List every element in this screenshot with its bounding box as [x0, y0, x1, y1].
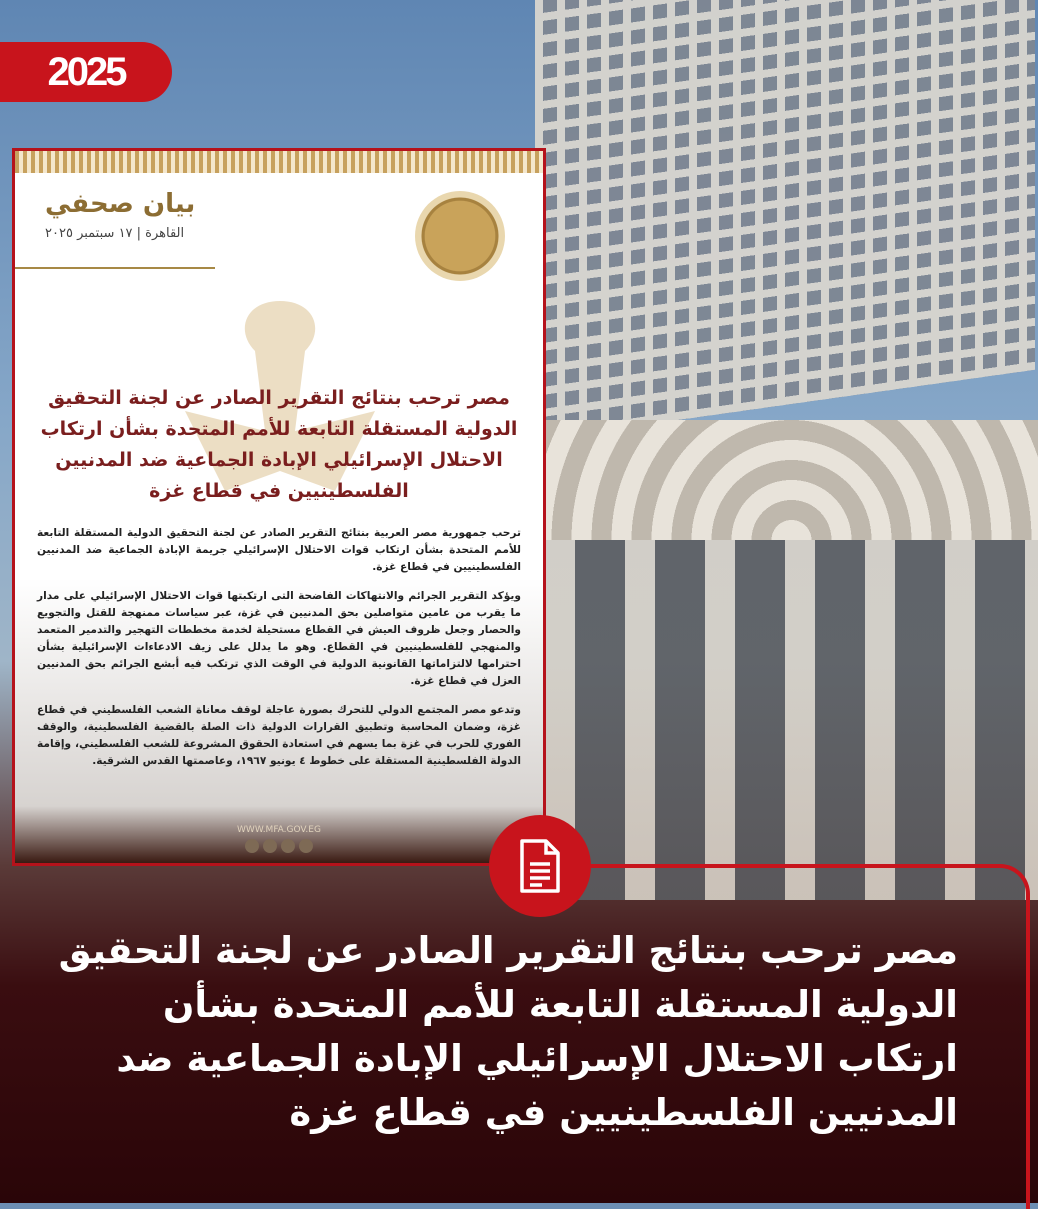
document-footer — [15, 819, 543, 863]
document-body — [37, 525, 521, 782]
document-icon — [489, 815, 591, 917]
website: WWW.MFA.GOV.EG — [237, 825, 321, 835]
year-badge: 2025 — [0, 42, 172, 102]
document-date: القاهرة | ١٧ سبتمبر ٢٠٢٥ — [45, 226, 185, 241]
ornament-border — [15, 151, 543, 173]
headline: مصر ترحب بنتائج التقرير الصادر عن لجنة التحقيق الدولية المستقلة التابعة للأمم المتحدة بشأن ارتكاب الاحتلال الإسرائيلي الإبادة الجماعية ضد المدنيين الفلسطينيين في قطاع غزة — [58, 929, 958, 1134]
ministry-building-photo — [525, 0, 1038, 900]
youtube-icon — [281, 839, 295, 853]
instagram-icon — [299, 839, 313, 853]
x-icon — [263, 839, 277, 853]
divider — [15, 267, 215, 269]
ministry-seal-logo — [415, 191, 505, 281]
document-title: بيان صحفي — [45, 189, 196, 219]
paragraph: ويؤكد التقرير الجرائم والانتهاكات الفاضحة التى ارتكبتها قوات الاحتلال الإسرائيلي على مدار ما يقرب من عامين متواصلين بحق المدنيين في غزة، عبر سياسات ممنهجة للقتل والتجويع والحصار وجعل ظروف العيش في القطاع مستحيلة لخدمة مخططات التهجير والتدمير المتعمد والمنهجي للفلسطينيين في القطاع. وهو ما يدلل على زيف الادعاءات الإسرائيلية بشأن احترامها لالتزاماتها القانونية الدولية في الوقت الذي ترتكب فيه أبشع الجرائم بحق المدنيين العزل في قطاع غزة. — [37, 590, 521, 687]
paragraph: وتدعو مصر المجتمع الدولي للتحرك بصورة عاجلة لوقف معاناة الشعب الفلسطيني في قطاع غزة، وضمان المحاسبة وتطبيق القرارات الدولية ذات الصلة بالقضية الفلسطينية، والوقف الفوري للحرب في غزة بما يسهم في استعادة الحقوق المشروعة للشعب الفلسطيني، وإقامة الدولة الفلسطينية المستقلة على خطوط ٤ يونيو ١٩٦٧، وعاصمتها القدس الشرقية. — [37, 704, 521, 767]
paragraph: ترحب جمهورية مصر العربية بنتائج التقرير الصادر عن لجنة التحقيق الدولية المستقلة التابعة للأمم المتحدة بشأن ارتكاب قوات الاحتلال الإسرائيلي جريمة الإبادة الجماعية ضد المدنيين الفلسطينيين في قطاع غزة. — [37, 527, 521, 573]
press-release-document — [12, 148, 546, 866]
document-heading: مصر ترحب بنتائج التقرير الصادر عن لجنة التحقيق الدولية المستقلة التابعة للأمم المتحدة بشأن ارتكاب الاحتلال الإسرائيلي الإبادة الجماعية ضد المدنيين الفلسطينيين في قطاع غزة — [40, 387, 518, 502]
facebook-icon — [245, 839, 259, 853]
document-header — [15, 173, 543, 283]
